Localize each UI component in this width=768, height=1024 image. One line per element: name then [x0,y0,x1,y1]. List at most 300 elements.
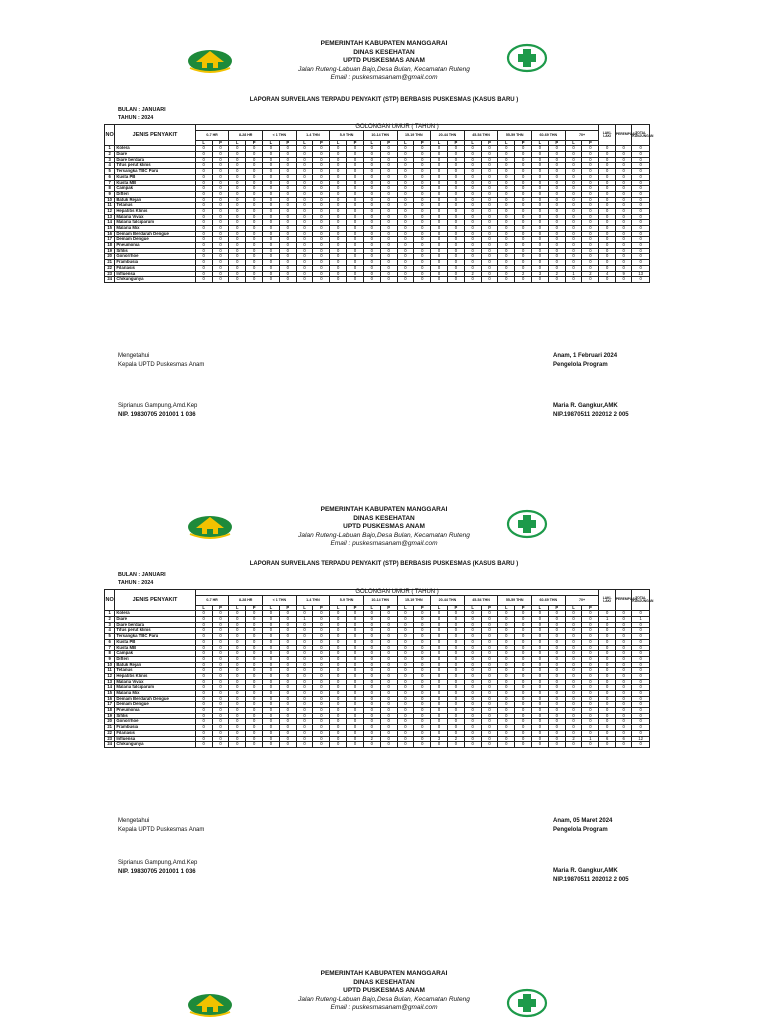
row-number: 20 [105,254,115,260]
case-count: 0 [515,220,532,226]
case-count: 0 [447,220,464,226]
case-count: 0 [279,679,296,685]
case-count: 0 [548,651,565,657]
case-count: 0 [313,645,330,651]
case-count: 0 [582,628,599,634]
case-count: 0 [296,685,313,691]
header-sex-l: L [195,605,212,611]
case-count: 0 [347,203,364,209]
case-count: 0 [363,174,380,180]
case-count: 0 [515,742,532,748]
case-count: 0 [582,157,599,163]
case-count: 0 [279,237,296,243]
case-count: 0 [414,243,431,249]
case-count: 0 [195,719,212,725]
case-count: 0 [599,237,616,243]
case-count: 0 [431,656,448,662]
case-count: 0 [431,186,448,192]
case-count: 0 [548,617,565,623]
case-count: 0 [212,656,229,662]
row-number: 6 [105,639,115,645]
case-count: 0 [431,197,448,203]
case-count: 0 [515,679,532,685]
case-count: 0 [565,685,582,691]
case-count: 0 [548,702,565,708]
case-count: 0 [330,208,347,214]
sign-date: Anam, 05 Maret 2024 [553,818,613,824]
case-count: 0 [195,248,212,254]
case-count: 0 [363,231,380,237]
case-count: 0 [532,174,549,180]
case-count: 0 [515,163,532,169]
case-count: 0 [447,702,464,708]
case-count: 0 [246,226,263,232]
header-sex-p: P [313,140,330,146]
case-count: 0 [632,685,650,691]
case-count: 0 [632,691,650,697]
case-count: 0 [632,662,650,668]
case-count: 0 [515,628,532,634]
case-count: 0 [515,691,532,697]
case-count: 0 [431,634,448,640]
case-count: 0 [498,197,515,203]
case-count: 0 [279,186,296,192]
case-count: 0 [263,271,280,277]
case-count: 0 [582,243,599,249]
case-count: 0 [279,662,296,668]
case-count: 0 [481,673,498,679]
case-count: 0 [229,725,246,731]
case-count: 0 [279,214,296,220]
row-number: 7 [105,645,115,651]
case-count: 0 [380,696,397,702]
case-count: 0 [229,685,246,691]
puskesmas-name: UPTD PUSKESMAS ANAM [343,57,425,65]
case-count: 0 [296,719,313,725]
case-count: 0 [380,237,397,243]
case-count: 0 [599,254,616,260]
case-count: 0 [464,260,481,266]
case-count: 0 [263,719,280,725]
case-count: 0 [464,651,481,657]
case-count: 0 [532,186,549,192]
case-count: 0 [229,260,246,266]
case-count: 0 [397,628,414,634]
case-count: 0 [498,742,515,748]
case-count: 0 [565,622,582,628]
case-count: 0 [347,254,364,260]
case-count: 0 [464,668,481,674]
case-count: 0 [582,639,599,645]
report-1 [0,40,768,460]
disease-name: Kusta PB [115,639,195,645]
case-count: 0 [565,260,582,266]
case-count: 0 [582,691,599,697]
case-count: 0 [447,243,464,249]
case-count: 0 [313,719,330,725]
case-count: 0 [246,186,263,192]
header-sex-l: L [431,140,448,146]
case-count: 0 [431,208,448,214]
case-count: 0 [313,617,330,623]
case-count: 0 [414,656,431,662]
case-count: 0 [347,152,364,158]
case-count: 0 [397,639,414,645]
right-signature-block [553,817,629,884]
case-count: 0 [313,197,330,203]
case-count: 0 [582,231,599,237]
header-age-band: 60-69 THN [532,595,566,605]
case-count: 0 [195,174,212,180]
case-count: 0 [498,702,515,708]
gov-name: PEMERINTAH KABUPATEN MANGGARAI [320,40,448,47]
case-count: 0 [447,146,464,152]
disease-name: Batuk Rejan [115,197,195,203]
case-count: 0 [313,673,330,679]
case-count: 0 [380,169,397,175]
case-count: 0 [195,679,212,685]
case-count: 0 [246,180,263,186]
case-count: 0 [279,163,296,169]
case-count: 0 [347,696,364,702]
case-count: 6 [599,736,616,742]
row-number: 14 [105,685,115,691]
header-sex-p: P [481,605,498,611]
case-count: 0 [498,254,515,260]
case-count: 0 [212,271,229,277]
case-count: 0 [532,152,549,158]
case-count: 0 [615,277,632,283]
case-count: 0 [229,174,246,180]
case-count: 0 [582,719,599,725]
case-count: 0 [229,191,246,197]
case-count: 0 [615,662,632,668]
case-count: 0 [481,634,498,640]
case-count: 0 [464,231,481,237]
case-count: 0 [464,622,481,628]
case-count: 0 [548,260,565,266]
case-count: 0 [330,248,347,254]
header-age-band: 45-54 THN [464,130,498,140]
disease-name: Campak [115,186,195,192]
header-age-band: 5-9 THN [330,595,364,605]
case-count: 0 [246,719,263,725]
case-count: 0 [615,146,632,152]
case-count: 0 [380,662,397,668]
row-number: 21 [105,260,115,266]
case-count: 0 [481,277,498,283]
case-count: 0 [615,220,632,226]
case-count: 0 [330,719,347,725]
disease-name: Filariasis [115,265,195,271]
case-count: 0 [599,157,616,163]
case-count: 0 [263,174,280,180]
case-count: 0 [330,617,347,623]
case-count: 0 [195,254,212,260]
case-count: 0 [498,226,515,232]
case-count: 0 [632,231,650,237]
case-count: 0 [363,186,380,192]
case-count: 0 [464,708,481,714]
row-number: 11 [105,668,115,674]
case-count: 0 [615,163,632,169]
case-count: 0 [263,679,280,685]
case-count: 0 [347,220,364,226]
disease-name: Sifilis [115,713,195,719]
case-count: 0 [431,628,448,634]
disease-name: Difteri [115,656,195,662]
case-count: 0 [414,668,431,674]
case-count: 0 [599,611,616,617]
case-count: 0 [582,197,599,203]
case-count: 0 [632,634,650,640]
case-count: 0 [515,203,532,209]
gov-name: PEMERINTAH KABUPATEN MANGGARAI [320,506,448,513]
case-count: 0 [363,742,380,748]
case-count: 0 [632,180,650,186]
case-count: 0 [263,186,280,192]
case-count: 0 [380,628,397,634]
case-count: 0 [212,191,229,197]
case-count: 0 [582,662,599,668]
case-count: 0 [481,174,498,180]
case-count: 0 [481,662,498,668]
disease-name: Kolera [115,611,195,617]
case-count: 0 [565,248,582,254]
case-count: 0 [380,656,397,662]
case-count: 0 [195,742,212,748]
disease-name: Kolera [115,146,195,152]
disease-name: Tersangka TBC Paru [115,169,195,175]
case-count: 0 [330,186,347,192]
case-count: 0 [431,713,448,719]
case-count: 0 [481,248,498,254]
case-count: 0 [532,668,549,674]
case-count: 0 [397,152,414,158]
case-count: 0 [330,214,347,220]
case-count: 0 [481,186,498,192]
case-count: 0 [481,191,498,197]
header-disease: JENIS PENYAKIT [115,590,195,611]
case-count: 0 [330,702,347,708]
case-count: 0 [498,180,515,186]
case-count: 0 [229,634,246,640]
case-count: 0 [380,622,397,628]
case-count: 0 [347,265,364,271]
case-count: 0 [397,277,414,283]
case-count: 0 [515,277,532,283]
case-count: 0 [515,146,532,152]
case-count: 0 [447,169,464,175]
case-count: 0 [380,254,397,260]
row-number: 1 [105,146,115,152]
row-number: 3 [105,622,115,628]
case-count: 0 [397,742,414,748]
header-male: LAKI-LAKI [599,590,616,611]
case-count: 0 [599,152,616,158]
case-count: 0 [447,622,464,628]
case-count: 0 [246,713,263,719]
case-count: 0 [431,662,448,668]
case-count: 0 [515,662,532,668]
case-count: 0 [330,277,347,283]
sign-date: Anam, 1 Februari 2024 [553,353,618,359]
case-count: 0 [498,231,515,237]
case-count: 0 [464,628,481,634]
case-count: 0 [548,191,565,197]
case-count: 0 [397,197,414,203]
header-sex-p: P [414,605,431,611]
case-count: 0 [615,702,632,708]
case-count: 0 [313,651,330,657]
case-count: 0 [615,152,632,158]
case-count: 0 [532,742,549,748]
case-count: 0 [565,708,582,714]
case-count: 0 [498,243,515,249]
case-count: 0 [632,174,650,180]
case-count: 0 [263,611,280,617]
case-count: 0 [313,157,330,163]
case-count: 0 [548,685,565,691]
case-count: 0 [330,662,347,668]
case-count: 0 [246,685,263,691]
case-count: 0 [397,634,414,640]
period-info [118,107,166,122]
sign-nip: NIP.19870511 202012 2 005 [553,876,629,883]
case-count: 0 [599,691,616,697]
case-count: 0 [464,691,481,697]
case-count: 0 [246,628,263,634]
case-count: 0 [263,673,280,679]
case-count: 0 [380,180,397,186]
case-count: 0 [195,237,212,243]
case-count: 0 [279,174,296,180]
case-count: 0 [464,163,481,169]
case-count: 0 [246,231,263,237]
header-no: NO [105,125,115,146]
case-count: 0 [431,730,448,736]
case-count: 0 [313,668,330,674]
case-count: 0 [532,702,549,708]
case-count: 0 [515,713,532,719]
case-count: 0 [363,152,380,158]
case-count: 0 [615,725,632,731]
case-count: 0 [615,243,632,249]
case-count: 0 [481,691,498,697]
case-count: 0 [515,685,532,691]
case-count: 0 [565,656,582,662]
case-count: 0 [414,639,431,645]
row-number: 17 [105,237,115,243]
case-count: 0 [212,157,229,163]
case-count: 0 [582,713,599,719]
case-count: 0 [498,662,515,668]
case-count: 0 [447,611,464,617]
disease-name: Tetanus [115,203,195,209]
case-count: 0 [347,163,364,169]
case-count: 0 [632,628,650,634]
case-count: 0 [582,214,599,220]
case-count: 0 [263,237,280,243]
case-count: 0 [498,265,515,271]
case-count: 0 [414,186,431,192]
case-count: 0 [582,265,599,271]
case-count: 0 [565,651,582,657]
case-count: 0 [447,662,464,668]
case-count: 0 [615,254,632,260]
case-count: 0 [330,152,347,158]
case-count: 0 [615,679,632,685]
case-count: 0 [229,645,246,651]
email: Email : puskesmasanam@gmail.com [330,74,438,82]
case-count: 0 [515,634,532,640]
case-count: 0 [498,708,515,714]
surveillance-table [104,124,654,283]
case-count: 0 [263,226,280,232]
case-count: 0 [313,634,330,640]
case-count: 0 [263,243,280,249]
case-count: 0 [414,174,431,180]
report-3 [0,970,768,1024]
case-count: 0 [548,662,565,668]
case-count: 0 [347,226,364,232]
case-count: 0 [548,226,565,232]
case-count: 0 [599,146,616,152]
case-count: 0 [229,220,246,226]
case-count: 0 [212,702,229,708]
case-count: 0 [212,668,229,674]
case-count: 0 [565,180,582,186]
case-count: 0 [414,679,431,685]
header-sex-l: L [532,605,549,611]
case-count: 0 [532,685,549,691]
row-number: 3 [105,157,115,163]
case-count: 0 [296,254,313,260]
row-number: 4 [105,163,115,169]
case-count: 0 [212,634,229,640]
case-count: 0 [447,617,464,623]
case-count: 0 [431,673,448,679]
case-count: 0 [195,157,212,163]
case-count: 0 [212,197,229,203]
case-count: 0 [481,668,498,674]
case-count: 0 [246,157,263,163]
case-count: 0 [431,163,448,169]
case-count: 0 [464,186,481,192]
disease-name: Tetanus [115,668,195,674]
case-count: 0 [414,277,431,283]
case-count: 0 [212,639,229,645]
case-count: 0 [330,668,347,674]
case-count: 0 [447,203,464,209]
case-count: 0 [195,617,212,623]
header-age-band: < 1 THN [263,130,297,140]
case-count: 0 [195,163,212,169]
case-count: 0 [347,730,364,736]
case-count: 0 [212,742,229,748]
case-count: 0 [363,243,380,249]
case-count: 0 [363,719,380,725]
case-count: 0 [632,673,650,679]
case-count: 0 [481,696,498,702]
case-count: 0 [363,696,380,702]
case-count: 0 [565,617,582,623]
case-count: 0 [263,702,280,708]
case-count: 0 [279,231,296,237]
case-count: 0 [548,203,565,209]
case-count: 0 [313,214,330,220]
case-count: 0 [195,152,212,158]
